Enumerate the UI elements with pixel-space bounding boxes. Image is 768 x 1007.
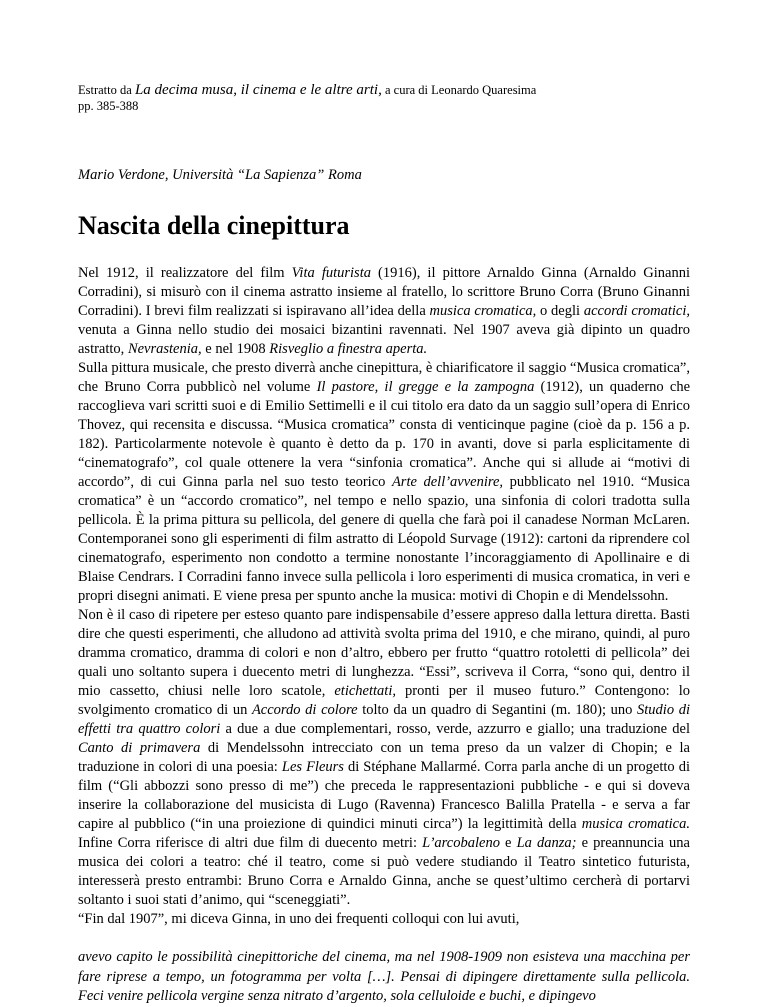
italic-title: Arte dell’avvenire,	[391, 474, 504, 490]
source-citation	[78, 82, 690, 114]
paragraph-3: Non è il caso di ripetere per esteso quanto pare indispensabile d’essere appreso dalla lettura diretta. Basti dire che questi esperimenti, che alludono ad attività svolta prima del 1910, e che mirano, quindi, al puro dramma cromatico, dramma di colori e non d’altro, ebbero per frutto “quattro rotoletti di pellicola” dei quali uno soltanto supera i duecento metri di lunghezza. “Essi”, scriveva il Corra, “sono qui, dentro il mio cassetto, chiusi nelle loro scatole, etichettati, pronti per il museo futuro.” Contengono: lo svolgimento cromatico di un Accordo di colore tolto da un quadro di Segantini (m. 180); uno Studio di effetti tra quattro colori a due a due complementari, rosso, verde, azzurro e giallo; una traduzione del Canto di primavera di Mendelssohn intrecciato con un tema preso da un valzer di Chopin; e la traduzione in colori di una poesia: Les Fleurs di Stéphane Mallarmé. Corra parla anche di un progetto di film (“Gli abbozzi sono presso di me”) che preceda le rappresentazioni pubbliche - e qui si doveva inserire la collaborazione del musicista di Lugo (Ravenna) Francesco Balilla Pratella - e serva a far capire al pubblico (“in una proiezione di quindici minuti circa”) la legittimità della musica cromatica. Infine Corra riferisce di altri due film di duecento metri: L’arcobaleno e La danza; e preannuncia una musica dei colori a teatro: ché il teatro, come si può vedere studiando il Teatro sintetico futurista, interesserà presto entrambi: Bruno Corra e Arnaldo Ginna, anche se quest’ultimo cercherà di portarvi soltanto i suoi stati d’animo, qui “sceneggiati”.	[78, 607, 690, 908]
editor-credit: a cura di Leonardo Quaresima	[381, 83, 537, 97]
italic-title: Risveglio a finestra aperta.	[269, 341, 428, 357]
article-body	[78, 264, 690, 929]
italic-title: Studio di effetti tra quattro colori	[78, 702, 690, 737]
italic-title: etichettati,	[334, 683, 396, 699]
italic-title: Il pastore, il gregge e la zampogna	[316, 379, 535, 395]
italic-title: Nevrastenia,	[127, 341, 202, 357]
article-title: Nascita della cinepittura	[78, 211, 350, 240]
italic-title: Les Fleurs	[281, 759, 344, 775]
italic-title: accordi cromatici,	[583, 303, 691, 319]
author-affiliation: Mario Verdone, Università “La Sapienza” Roma	[78, 167, 362, 183]
page-range: pp. 385-388	[78, 99, 139, 113]
italic-title: Vita futurista	[291, 265, 371, 281]
italic-title: musica cromatica.	[581, 816, 690, 832]
italic-title: Canto di primavera	[78, 740, 201, 756]
document-page	[78, 82, 690, 1007]
italic-title: L’arcobaleno	[422, 835, 500, 851]
block-quote: avevo capito le possibilità cinepittoriche del cinema, ma nel 1908-1909 non esisteva una macchina per fare riprese a tempo, un fotogramma per volta […]. Pensai di dipingere direttamente sulla pellicola. Feci venire pellicola vergine senza nitrato d’argento, sola celluloide e buchi, e dipingevo	[78, 949, 690, 1004]
paragraph-4: “Fin dal 1907”, mi diceva Ginna, in uno dei frequenti colloqui con lui avuti,	[78, 911, 520, 927]
italic-title: Accordo di colore	[251, 702, 358, 718]
paragraph-2: Sulla pittura musicale, che presto diverrà anche cinepittura, è chiarificatore il saggio “Musica cromatica”, che Bruno Corra pubblicò nel volume Il pastore, il gregge e la zampogna (1912), un quaderno che raccoglieva vari scritti suoi e di Emilio Settimelli e il cui titolo era dato da un saggio sull’opera di Enrico Thovez, qui recensita e discussa. “Musica cromatica” consta di venticinque pagine (cioè da p. 156 a p. 182). Particolarmente notevole è quanto è detto da p. 170 in avanti, dove si parla esplicitamente di “cinematografo”, col quale ottenere la vera “sinfonia cromatica”. Anche qui si allude ai “motivi di accordo”, di cui Ginna parla nel suo testo teorico Arte dell’avvenire, pubblicato nel 1910. “Musica cromatica” è un “accordo cromatico”, nel tempo e nello spazio, una sinfonia di colori tradotta sulla pellicola. È la prima pittura su pellicola, del genere di quella che farà poi il canadese Norman McLaren. Contemporanei sono gli esperimenti di film astratto di Léopold Survage (1912): cartoni da riprendere col cinematografo, esperimento non condotto a termine nonostante l’incoraggiamento di Apollinaire e di Blaise Cendrars. I Corradini fanno invece sulla pellicola i loro esperimenti di musica cromatica, in veri e propri disegni animati. E viene presa per spunto anche la musica: motivi di Chopin e di Mendelssohn.	[78, 360, 691, 604]
book-title: La decima musa, il cinema e le altre arti,	[134, 82, 382, 98]
italic-title: La danza;	[516, 835, 577, 851]
italic-title: musica cromatica,	[429, 303, 537, 319]
paragraph-1: Nel 1912, il realizzatore del film Vita futurista (1916), il pittore Arnaldo Ginna (Arnaldo Ginanni Corradini), si misurò con il cinema astratto insieme al fratello, lo scrittore Bruno Corra (Bruno Ginanni Corradini). I brevi film realizzati si ispiravano all’idea della musica cromatica, o degli accordi cromatici, venuta a Ginna nello studio dei mosaici bizantini ravennati. Nel 1907 aveva già dipinto un quadro astratto, Nevrastenia, e nel 1908 Risveglio a finestra aperta.	[78, 265, 691, 357]
source-prefix: Estratto da	[78, 83, 135, 97]
